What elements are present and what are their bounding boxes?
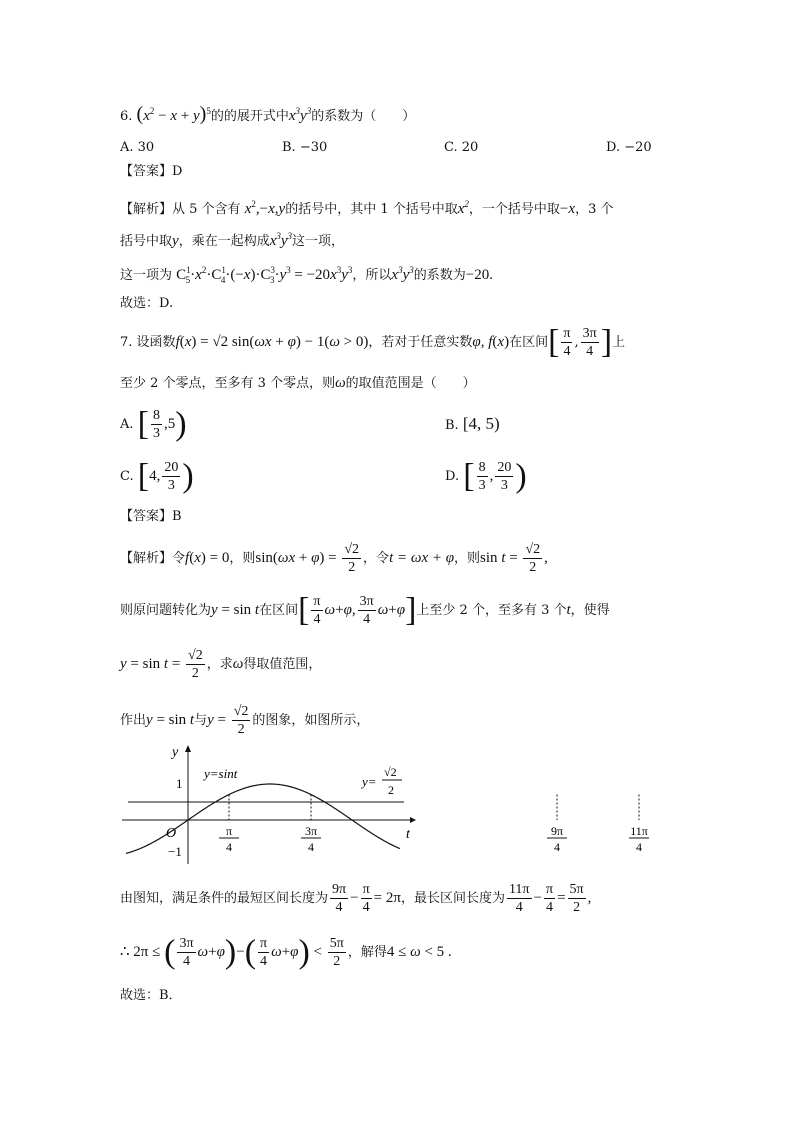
math: $x^2$ [457,199,469,217]
math: $x^3y^3$ [269,231,293,249]
math: −x [559,201,576,217]
math: $x^2,-x,y$ [244,199,286,217]
q6-answer [120,162,182,182]
sine-curve [126,784,400,853]
tick-label-num-0: π [225,824,233,838]
text: ，所以 [352,268,392,283]
math: $C^1_5\cdot x^2\cdot C^1_4\cdot(-x)\cdot C^3_3\cdot y^3 = -20x^3y^3$ [176,265,353,285]
text: 这一项为 [120,268,173,283]
origin-label: O [166,826,177,841]
y-axis-label: y [172,745,179,760]
tick-label-num-3: 11π [630,824,648,838]
q7-analysis-line-3: y = sin t = $\frac{√2}{2}$ ，求ω得取值范围， [120,648,322,681]
fraction: $\frac{\pi}{4}$ [563,326,571,359]
q6-option-c: C. 20 [444,140,479,155]
tick-label-den-2: 4 [554,840,560,854]
text: 设函数 [136,335,176,350]
q7-option-d: D. [ $\frac{8}{3}$ , $\frac{20}{3}$ ) [445,457,527,495]
q6-option-a: A. 30 [120,140,155,155]
text: ，则 [454,551,481,566]
stem-text: 的的展开式中 [210,109,289,124]
q6-option-d: D. −20 [606,140,652,155]
text: 从 5 个含有 [172,202,241,217]
q6-stem [120,101,415,127]
answer-label: 【答案】 [120,509,173,524]
x-axis-arrow [410,817,416,823]
q7-analysis-line-1: 【解析】令f(x) = 0，则sin(ωx + φ) = $\frac{√2}{2}$ ，令t = ωx + φ，则sin t = $\frac{√2}{2}$ , [120,542,548,575]
text: 括号中取 [120,234,173,249]
tick-label-num-2: 9π [550,824,564,838]
tick-label-den-1: 4 [308,840,314,854]
text: ，最长区间长度为 [400,891,505,906]
question-number: 7. [120,335,133,350]
y-tick-1: 1 [176,776,183,791]
q7-analysis-line-6: ∴ 2π ≤ ( $\frac{3\pi}{4}$ ω+φ)−( $\frac{\pi}{4}$ ω+φ) < $\frac{5\pi}{2}$ ，解得4 ≤ ω < 5 . [120,933,452,971]
text: ，解得 [347,945,387,960]
q7-stem-line-2 [120,373,476,394]
text: ，求 [206,657,233,672]
line-label-den: 2 [388,783,394,797]
answer-label: 【答案】 [120,164,173,179]
fraction: $\frac{3\pi}{4}$ [582,326,597,359]
q7-option-c: C. [4, $\frac{20}{3}$ ) [120,457,194,495]
q7-option-b: B. [4, 5) [445,414,500,433]
q7-conclusion: 故选：B． [120,988,182,1003]
expression: $(x^2 - x + y)^5$ [136,103,211,125]
answer-value: B [172,509,182,524]
analysis-label: 【解析】 [120,551,173,566]
text: 作出 [120,713,147,728]
text: ，则 [229,551,256,566]
math: ω [335,375,346,391]
tick-label-den-3: 4 [636,840,642,854]
text: 的取值范围是（ ） [345,376,476,391]
function-def: f(x) = √2 sin(ωx + φ) − 1(ω > 0) [175,334,369,350]
text: 至少 2 个零点，至多有 3 个零点，则 [120,376,336,391]
text: 上 [612,335,626,350]
text: 由图知，满足条件的最短区间长度为 [120,891,329,906]
text: 则原问题转化为 [120,603,212,618]
text: 的图象，如图所示， [252,713,370,728]
text: ，令 [363,551,390,566]
tick-label-den-0: 4 [226,840,232,854]
text: 在区间 [259,603,299,618]
option-label: B. [445,418,459,433]
stem-text: 的系数为（ ） [311,109,416,124]
sine-graph [118,742,648,872]
line-label-y: y= [362,774,377,789]
text: 与 [194,713,208,728]
answer-value: D [172,164,183,179]
option-label: D. [445,469,460,484]
x-axis-label: t [406,827,410,842]
math: φ [472,334,481,350]
text: ，一个括号中取 [468,202,560,217]
text: 这一项， [292,234,345,249]
q6-option-b: B. −30 [282,140,328,155]
curve-label: y=sint [204,766,238,781]
text: 的系数为 [413,268,466,283]
math: −20 [465,267,490,283]
y-tick-minus-1: −1 [168,844,182,859]
text: 上至少 2 个，至多有 3 个 [416,603,567,618]
math: y [172,233,179,249]
text: ，乘在一起构成 [178,234,270,249]
question-number: 6. [120,109,133,124]
q6-conclusion: 故选：D. [120,296,174,311]
option-label: A. [120,417,134,432]
q6-analysis-line-1 [120,194,613,220]
text: ，若对于任意实数 [368,335,473,350]
analysis-label: 【解析】 [120,202,173,217]
q7-answer [120,507,182,527]
text: 令 [172,551,186,566]
text: ，使得 [570,603,610,618]
text: 在区间 [509,335,549,350]
q6-analysis-line-3: 这一项为 $C^1_5\cdot x^2\cdot C^1_4\cdot(-x)\cdot C^3_3\cdot y^3 = -20x^3y^3$，所以$x^3y^3$的系数为−20. [120,265,493,285]
text: 的括号中，其中 1 个括号中取 [285,202,458,217]
text: 得取值范围， [243,657,322,672]
q7-analysis-line-4: 作出y = sin t与y = $\frac{√2}{2}$ 的图象，如图所示， [120,704,370,737]
tick-label-num-1: 3π [304,824,318,838]
line-label-num: √2 [384,765,397,779]
q7-analysis-line-2: 则原问题转化为y = sin t在区间[ $\frac{\pi}{4}$ ω+φ, $\frac{3\pi}{4}$ ω+φ]上至少 2 个，至多有 3 个t，使得 [120,591,610,629]
text: ，3 个 [575,202,614,217]
option-label: C. [120,469,134,484]
math: $x^3y^3$ [391,265,414,283]
tick-marks [219,795,649,854]
q7-analysis-line-5: 由图知，满足条件的最短区间长度为 $\frac{9\pi}{4}$ − $\frac{\pi}{4}$ = 2π，最长区间长度为 $\frac{11\pi}{4}$ − $\frac{\pi}{4}$ = $\frac{5\pi}{2}$ , [120,882,592,915]
q7-stem-line-1: 7. 设函数f(x) = √2 sin(ωx + φ) − 1(ω > 0)，若对于任意实数φ, f(x)在区间[ $\frac{\pi}{4}$ , $\frac{3\pi}{4}$ ]上 [120,323,626,361]
y-axis-arrow [185,745,191,752]
q6-analysis-line-2 [120,226,344,252]
term: $x^3y^3$ [288,106,312,124]
q7-option-a: A. [ $\frac{8}{3}$ ,5) [120,405,187,443]
